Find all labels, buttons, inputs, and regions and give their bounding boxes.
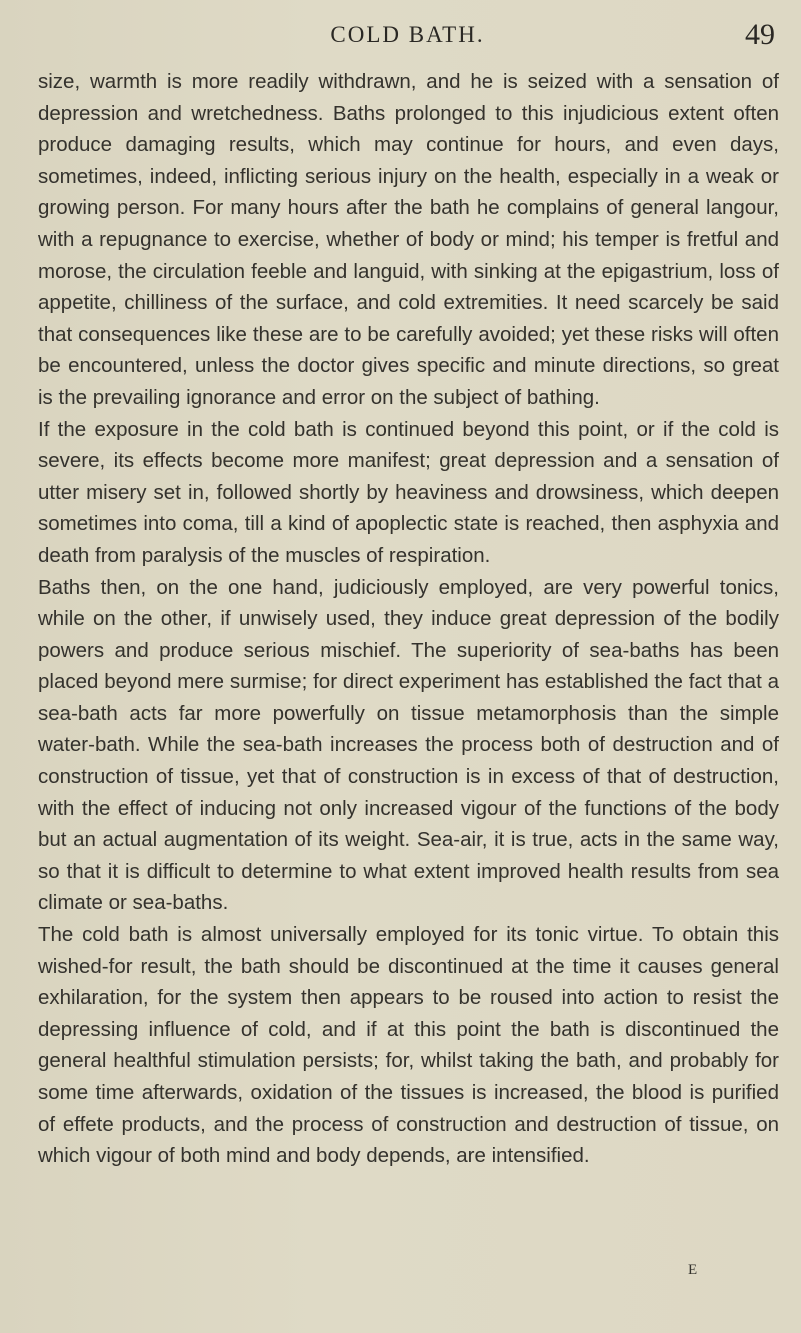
running-head bbox=[38, 18, 777, 58]
body-text bbox=[38, 66, 779, 1172]
running-title: COLD BATH. bbox=[330, 22, 485, 47]
paragraph-1: size, warmth is more readily withdrawn, and he is seized with a sensation of depression and wretchedness. Baths prolonged to this injudicious extent often produce damaging results, which may continue for hours, and even days, sometimes, indeed, inflicting serious injury on the health, especially in a weak or growing person. For many hours after the bath he complains of general langour, with a repugnance to exercise, whether of body or mind; his temper is fretful and morose, the circulation feeble and languid, with sinking at the epigastrium, loss of appetite, chilliness of the surface, and cold extremities. It need scarcely be said that consequences like these are to be carefully avoided; yet these risks will often be encountered, unless the doctor gives specific and minute directions, so great is the prevailing ignorance and error on the subject of bathing. bbox=[38, 70, 779, 409]
paragraph-2: If the exposure in the cold bath is continued beyond this point, or if the cold is severe, its effects become more manifest; great depression and a sensation of utter misery set in, followed shortly by heaviness and drowsiness, which deepen sometimes into coma, till a kind of apoplectic state is reached, then asphyxia and death from paralysis of the muscles of respiration. bbox=[38, 417, 779, 567]
paragraph-4: The cold bath is almost universally employed for its tonic virtue. To obtain this wished-for result, the bath should be discontinued at the time it causes general exhilaration, for the system then appears to be roused into action to resist the depressing influence of cold, and if at this point the bath is discontinued the general healthful stimulation persists; for, whilst taking the bath, and probably for some time afterwards, oxidation of the tissues is increased, the blood is purified of effete products, and the process of construction and destruction of tissue, on which vigour of both mind and body depends, are intensified. bbox=[38, 923, 779, 1168]
paragraph-3: Baths then, on the one hand, judiciously employed, are very powerful tonics, while on the other, if unwisely used, they induce great depression of the bodily powers and produce serious mischief. The superiority of sea-baths has been placed beyond mere surmise; for direct experiment has established the fact that a sea-bath acts far more powerfully on tissue metamorphosis than the simple water-bath. While the sea-bath increases the process both of destruction and of construction of tissue, yet that of construction is in excess of that of destruction, with the effect of inducing not only increased vigour of the functions of the body but an actual augmentation of its weight. Sea-air, it is true, acts in the same way, so that it is difficult to determine to what extent improved health results from sea climate or sea-baths. bbox=[38, 575, 779, 915]
page-number: 49 bbox=[745, 18, 775, 51]
signature-mark: E bbox=[688, 1262, 699, 1278]
